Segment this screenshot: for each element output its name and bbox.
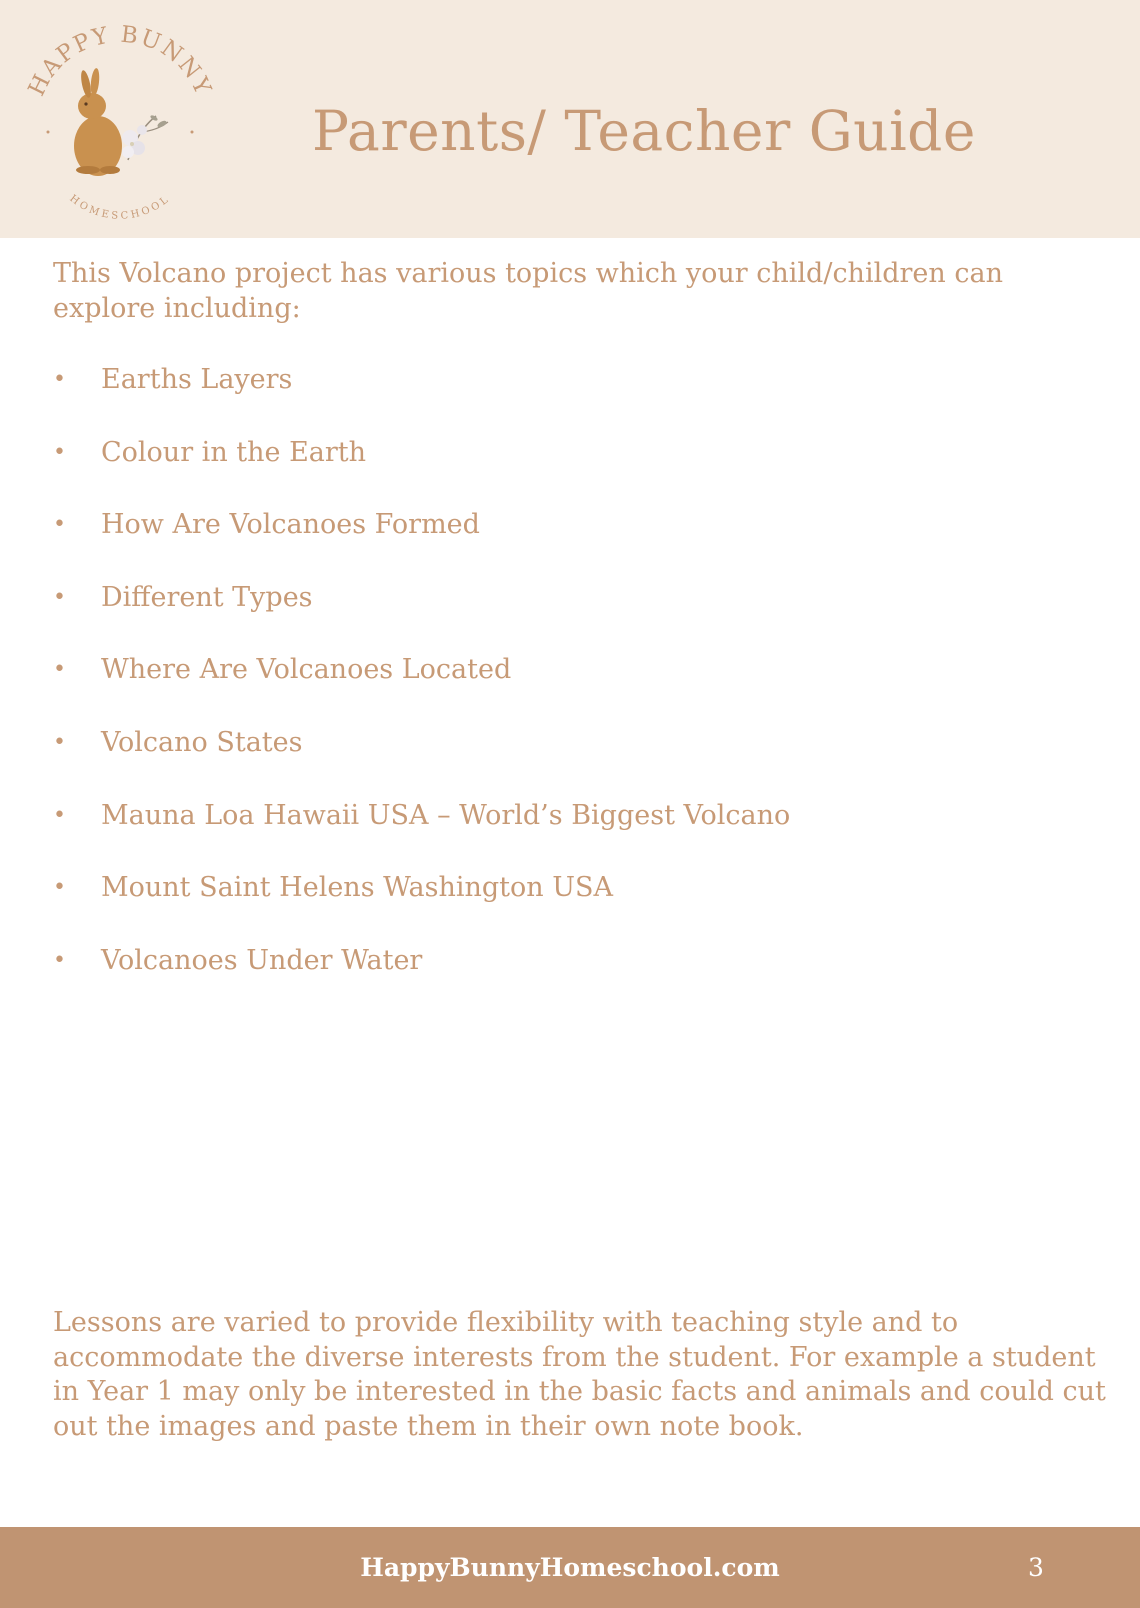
list-item — [53, 868, 1093, 941]
logo-brand-bottom: HOMESCHOOL — [67, 193, 173, 222]
topic-list — [53, 360, 1093, 1013]
logo-brand-top: HAPPY BUNNY — [23, 21, 217, 101]
intro-paragraph: This Volcano project has various topics which your child/children can explore including: — [53, 258, 1003, 324]
bullet-icon: • — [53, 875, 66, 901]
bullet-icon: • — [53, 802, 66, 828]
list-item — [53, 360, 1093, 433]
list-item — [53, 650, 1093, 723]
lessons-paragraph: Lessons are varied to provide flexibility with teaching style and to accommodate the diverse interests from the student. For example a student in Year 1 may only be interested in the basic facts and animals and could cut out the images and paste them in their own note book. — [53, 1307, 1106, 1442]
topic-label: How Are Volcanoes Formed — [101, 509, 480, 541]
page-footer — [0, 1527, 1140, 1608]
page-header — [0, 0, 1140, 238]
topic-label: Different Types — [101, 581, 313, 613]
bullet-icon: • — [53, 584, 66, 610]
bullet-icon: • — [53, 367, 66, 392]
happy-bunny-logo — [18, 20, 222, 224]
list-item — [53, 433, 1093, 506]
list-item — [53, 941, 1093, 1014]
page-title: Parents/ Teacher Guide — [312, 99, 976, 163]
page-number: 3 — [1028, 1553, 1044, 1582]
list-item — [53, 723, 1093, 796]
list-item — [53, 796, 1093, 869]
topic-label: Volcano States — [101, 726, 303, 758]
bullet-icon: • — [53, 729, 66, 755]
bullet-icon: • — [53, 657, 66, 683]
flower-sprig-icon — [122, 114, 168, 160]
bunny-icon — [74, 68, 122, 176]
bullet-icon: • — [53, 439, 66, 465]
bullet-icon: • — [53, 512, 66, 538]
list-item — [53, 505, 1093, 578]
bunny-logo-icon — [18, 20, 222, 224]
topic-label: Mauna Loa Hawaii USA – World’s Biggest Volcano — [101, 799, 791, 831]
list-item — [53, 578, 1093, 651]
topic-label: Mount Saint Helens Washington USA — [101, 872, 614, 904]
topic-label: Where Are Volcanoes Located — [101, 654, 512, 686]
topic-label: Earths Layers — [101, 364, 293, 395]
bullet-icon: • — [53, 947, 66, 973]
footer-website-link[interactable]: HappyBunnyHomeschool.com — [360, 1553, 780, 1582]
topic-label: Colour in the Earth — [101, 436, 367, 468]
topic-label: Volcanoes Under Water — [101, 944, 423, 976]
